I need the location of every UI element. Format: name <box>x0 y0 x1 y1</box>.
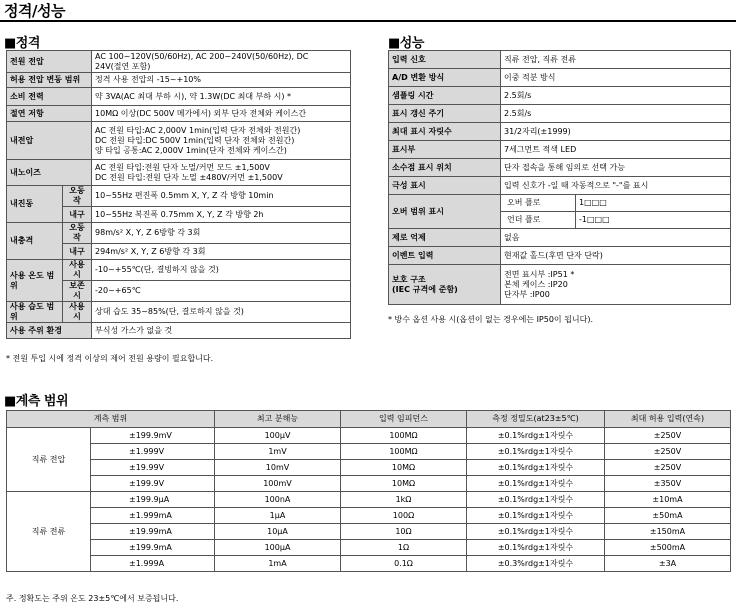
performance-value: -1□□□ <box>576 212 731 229</box>
performance-value: 직류 전압, 직류 전류 <box>501 51 731 69</box>
table-cell: ±1.999mA <box>91 508 215 524</box>
performance-value: 입력 신호가 -일 때 자동적으로 "-"를 표시 <box>501 177 731 195</box>
performance-row <box>389 195 731 212</box>
measurement-heading: ■계측 범위 <box>4 394 69 409</box>
performance-value: 7세그먼트 적색 LED <box>501 141 731 159</box>
table-row <box>7 508 731 524</box>
table-cell: 10MΩ <box>341 476 467 492</box>
table-cell: ±0.1%rdg±1자릿수 <box>467 540 605 556</box>
rating-value: 294m/s² X, Y, Z 6방향 각 3회 <box>92 244 351 260</box>
rating-row <box>7 186 351 207</box>
rating-label: 사용 주위 환경 <box>7 323 92 339</box>
table-cell: 10μA <box>215 524 341 540</box>
measurement-header: 입력 임피던스 <box>341 411 467 428</box>
rating-row <box>7 51 351 73</box>
table-cell: 10MΩ <box>341 460 467 476</box>
table-cell: 100MΩ <box>341 428 467 444</box>
performance-sublabel: 오버 플로 <box>501 195 576 212</box>
rating-row <box>7 88 351 106</box>
performance-row <box>389 51 731 69</box>
performance-label: 보호 구조 (IEC 규격에 준함) <box>389 265 501 305</box>
rating-sublabel: 오동작 <box>63 223 92 244</box>
table-cell: ±1.999A <box>91 556 215 572</box>
performance-value: 이중 적분 방식 <box>501 69 731 87</box>
rating-sublabel: 사용 시 <box>63 302 92 323</box>
rating-value: AC 전원 타입:AC 2,000V 1min(입력 단자 전체와 전원간) DC 전원 타입:DC 500V 1min(입력 단자 전체와 전원간) 양 타입 공통:AC 2,000V 1min(단자 전체와 케이스간) <box>92 122 351 160</box>
rating-label: 절연 저항 <box>7 106 92 122</box>
table-cell: 1mV <box>215 444 341 460</box>
performance-heading: ■성능 <box>388 36 424 51</box>
page-title: 정격/성능 <box>4 2 65 20</box>
table-row <box>7 460 731 476</box>
performance-value: 없음 <box>501 229 731 247</box>
title-divider <box>0 20 736 22</box>
rating-value: -20~+65℃ <box>92 281 351 302</box>
table-row <box>7 476 731 492</box>
performance-sublabel: 언더 플로 <box>501 212 576 229</box>
table-row <box>7 492 731 508</box>
table-cell: 100μV <box>215 428 341 444</box>
rating-row <box>7 223 351 244</box>
rating-label: 소비 전력 <box>7 88 92 106</box>
table-cell: 100Ω <box>341 508 467 524</box>
performance-value: 현재값 홀드(후면 단자 단락) <box>501 247 731 265</box>
rating-value: AC 전원 타입:전원 단자 노멀/커먼 모드 ±1,500V DC 전원 타입:전원 단자 노멀 ±480V/커먼 ±1,500V <box>92 160 351 186</box>
table-cell: ±0.1%rdg±1자릿수 <box>467 428 605 444</box>
table-cell: ±0.1%rdg±1자릿수 <box>467 460 605 476</box>
table-cell: ±0.1%rdg±1자릿수 <box>467 524 605 540</box>
measurement-table <box>6 410 731 572</box>
performance-value: 2.5회/s <box>501 87 731 105</box>
performance-label: 극성 표시 <box>389 177 501 195</box>
rating-row <box>7 106 351 122</box>
rating-row <box>7 302 351 323</box>
table-cell: 10Ω <box>341 524 467 540</box>
rating-label: 허용 전압 변동 범위 <box>7 73 92 88</box>
table-cell: ±0.1%rdg±1자릿수 <box>467 476 605 492</box>
performance-value: 1□□□ <box>576 195 731 212</box>
table-row <box>7 428 731 444</box>
rating-sublabel: 오동작 <box>63 186 92 207</box>
rating-value: 98m/s² X, Y, Z 6방향 각 3회 <box>92 223 351 244</box>
table-cell: 10mV <box>215 460 341 476</box>
table-cell: 1mA <box>215 556 341 572</box>
rating-row <box>7 73 351 88</box>
performance-row <box>389 265 731 305</box>
performance-label: 이벤트 입력 <box>389 247 501 265</box>
rating-sublabel: 내구 <box>63 244 92 260</box>
table-cell: ±199.9V <box>91 476 215 492</box>
rating-note: * 전원 투입 시에 정격 이상의 제어 전원 용량이 필요합니다. <box>6 354 214 363</box>
rating-value: 10MΩ 이상(DC 500V 메가에서) 외부 단자 전체와 케이스간 <box>92 106 351 122</box>
rating-value: 약 3VA(AC 최대 부하 시), 약 1.3W(DC 최대 부하 시) * <box>92 88 351 106</box>
table-cell: ±250V <box>605 428 731 444</box>
performance-row <box>389 87 731 105</box>
rating-value: AC 100~120V(50/60Hz), AC 200~240V(50/60Hz), DC 24V(절연 포함) <box>92 51 351 73</box>
performance-value: 31/2자리(±1999) <box>501 123 731 141</box>
performance-label: 입력 신호 <box>389 51 501 69</box>
performance-label: A/D 변환 방식 <box>389 69 501 87</box>
performance-row <box>389 105 731 123</box>
table-cell: ±150mA <box>605 524 731 540</box>
rating-value: 10~55Hz 편진폭 0.5mm X, Y, Z 각 방향 10min <box>92 186 351 207</box>
rating-label: 사용 습도 범위 <box>7 302 63 323</box>
table-cell: 100MΩ <box>341 444 467 460</box>
table-cell: ±0.1%rdg±1자릿수 <box>467 508 605 524</box>
rating-value: 정격 사용 전압의 -15~+10% <box>92 73 351 88</box>
rating-label: 내충격 <box>7 223 63 260</box>
measurement-group-label: 직류 전류 <box>7 492 91 572</box>
performance-value: 전면 표시부 :IP51 * 본체 케이스 :IP20 단자부 :IP00 <box>501 265 731 305</box>
rating-table <box>6 50 351 339</box>
performance-row <box>389 247 731 265</box>
measurement-header: 최고 분해능 <box>215 411 341 428</box>
table-cell: ±250V <box>605 460 731 476</box>
table-cell: ±3A <box>605 556 731 572</box>
table-cell: 100nA <box>215 492 341 508</box>
performance-value: 2.5회/s <box>501 105 731 123</box>
table-cell: 0.1Ω <box>341 556 467 572</box>
performance-row <box>389 123 731 141</box>
rating-label: 내진동 <box>7 186 63 223</box>
table-cell: 100μA <box>215 540 341 556</box>
table-cell: ±250V <box>605 444 731 460</box>
table-cell: 100mV <box>215 476 341 492</box>
rating-heading: ■정격 <box>4 36 40 51</box>
table-cell: 1kΩ <box>341 492 467 508</box>
performance-row <box>389 159 731 177</box>
rating-row <box>7 160 351 186</box>
table-cell: ±50mA <box>605 508 731 524</box>
performance-label: 샘플링 시간 <box>389 87 501 105</box>
performance-row <box>389 177 731 195</box>
measurement-header: 계측 범위 <box>7 411 215 428</box>
table-cell: ±199.9mV <box>91 428 215 444</box>
table-cell: ±19.99V <box>91 460 215 476</box>
performance-label: 제로 억제 <box>389 229 501 247</box>
table-cell: ±1.999V <box>91 444 215 460</box>
table-row <box>7 524 731 540</box>
table-cell: ±0.3%rdg±1자릿수 <box>467 556 605 572</box>
table-cell: ±0.1%rdg±1자릿수 <box>467 492 605 508</box>
measurement-note: 주. 정확도는 주위 온도 23±5℃에서 보증됩니다. <box>6 594 179 603</box>
performance-label: 최대 표시 자릿수 <box>389 123 501 141</box>
measurement-group-label: 직류 전압 <box>7 428 91 492</box>
rating-value: -10~+55℃(단, 결빙하지 않을 것) <box>92 260 351 281</box>
performance-note: * 방수 옵션 사용 시(옵션이 없는 경우에는 IP50이 됩니다). <box>388 315 594 324</box>
performance-row <box>389 141 731 159</box>
rating-value: 부식성 가스가 없을 것 <box>92 323 351 339</box>
performance-value: 단자 접속을 통해 임의로 선택 가능 <box>501 159 731 177</box>
rating-value: 10~55Hz 복진폭 0.75mm X, Y, Z 각 방향 2h <box>92 207 351 223</box>
rating-value: 상대 습도 35~85%(단, 결로하지 않을 것) <box>92 302 351 323</box>
rating-sublabel: 사용 시 <box>63 260 92 281</box>
rating-label: 내노이즈 <box>7 160 92 186</box>
rating-label: 내전압 <box>7 122 92 160</box>
table-row <box>7 556 731 572</box>
rating-sublabel: 보존 시 <box>63 281 92 302</box>
rating-row <box>7 122 351 160</box>
table-row <box>7 444 731 460</box>
performance-label: 오버 범위 표시 <box>389 195 501 229</box>
table-cell: ±350V <box>605 476 731 492</box>
rating-label: 사용 온도 범위 <box>7 260 63 302</box>
measurement-header-row <box>7 411 731 428</box>
performance-row <box>389 229 731 247</box>
rating-label: 전원 전압 <box>7 51 92 73</box>
measurement-header: 측정 정밀도(at23±5℃) <box>467 411 605 428</box>
table-cell: ±500mA <box>605 540 731 556</box>
performance-label: 표시부 <box>389 141 501 159</box>
table-cell: ±19.99mA <box>91 524 215 540</box>
measurement-header: 최대 허용 입력(연속) <box>605 411 731 428</box>
performance-table <box>388 50 731 305</box>
table-cell: 1μA <box>215 508 341 524</box>
performance-label: 표시 갱신 주기 <box>389 105 501 123</box>
table-cell: ±0.1%rdg±1자릿수 <box>467 444 605 460</box>
rating-row <box>7 260 351 281</box>
table-cell: ±199.9mA <box>91 540 215 556</box>
performance-label: 소수점 표시 위치 <box>389 159 501 177</box>
performance-row <box>389 69 731 87</box>
table-cell: ±10mA <box>605 492 731 508</box>
rating-row <box>7 323 351 339</box>
rating-sublabel: 내구 <box>63 207 92 223</box>
table-cell: ±199.9μA <box>91 492 215 508</box>
table-row <box>7 540 731 556</box>
table-cell: 1Ω <box>341 540 467 556</box>
